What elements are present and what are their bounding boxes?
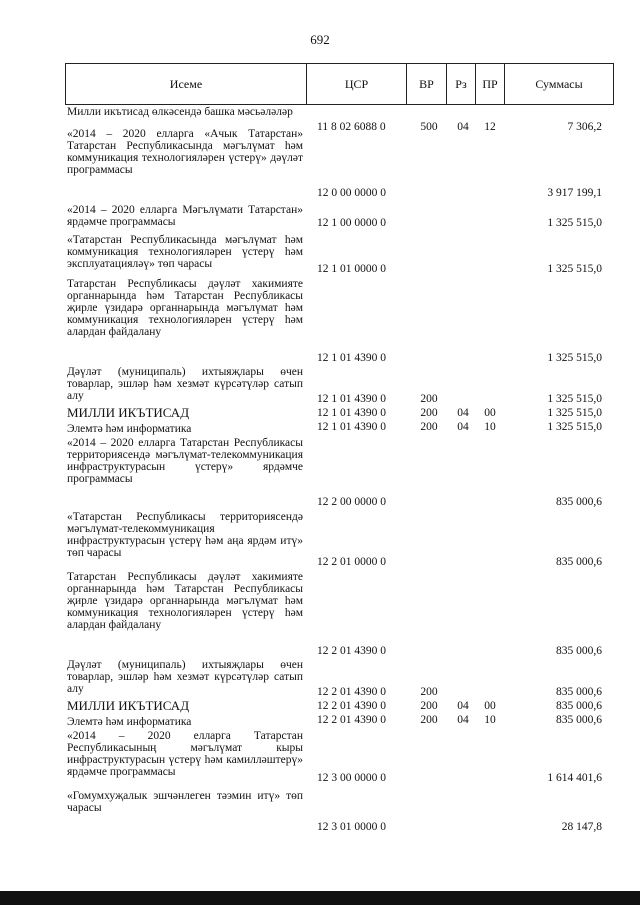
csr-code: 12 1 01 4390 0 — [317, 407, 386, 419]
rz-code: 04 — [457, 714, 469, 726]
csr-code: 12 2 00 0000 0 — [317, 496, 386, 508]
sum-value: 835 000,6 — [556, 496, 602, 508]
vr-code: 200 — [420, 700, 438, 712]
sum-value: 1 325 515,0 — [547, 393, 602, 405]
pr-code: 00 — [484, 700, 496, 712]
sum-value: 835 000,6 — [556, 700, 602, 712]
vr-code: 200 — [420, 407, 438, 419]
item-name: «2014 – 2020 елларга Мәгълүмати Татарстан» ярдәмче программасы — [67, 204, 303, 228]
csr-code: 12 2 01 4390 0 — [317, 700, 386, 712]
csr-code: 12 1 01 0000 0 — [317, 263, 386, 275]
sum-value: 3 917 199,1 — [547, 187, 602, 199]
scan-edge-bar — [0, 891, 640, 905]
sum-value: 1 325 515,0 — [547, 217, 602, 229]
csr-code: 12 2 01 4390 0 — [317, 645, 386, 657]
item-name: «2014 – 2020 елларга «Ачык Татарстан» Татарстан Республикасында мәгълүмат һәм коммуникация технологияләрен үстерү» дәүләт программасы — [67, 128, 303, 176]
sum-value: 1 325 515,0 — [547, 263, 602, 275]
sum-value: 1 325 515,0 — [547, 421, 602, 433]
csr-code: 12 0 00 0000 0 — [317, 187, 386, 199]
item-name: МИЛЛИ ИКЪТИСАД — [67, 405, 190, 420]
header-name: Исеме — [66, 64, 307, 105]
budget-table-header — [65, 63, 614, 105]
vr-code: 200 — [420, 714, 438, 726]
sum-value: 28 147,8 — [561, 821, 602, 833]
rz-code: 04 — [457, 407, 469, 419]
item-name: Дәүләт (муниципаль) ихтыяҗлары өчен товарлар, эшләр һәм хезмәт күрсәтүләр сатып алу — [67, 366, 303, 402]
csr-code: 12 1 01 4390 0 — [317, 393, 386, 405]
header-vr: ВР — [407, 64, 447, 105]
sum-value: 835 000,6 — [556, 645, 602, 657]
header-csr: ЦСР — [307, 64, 407, 105]
vr-code: 200 — [420, 393, 438, 405]
csr-code: 12 3 00 0000 0 — [317, 772, 386, 784]
csr-code: 12 1 01 4390 0 — [317, 421, 386, 433]
item-name: Элемтә һәм информатика — [67, 716, 192, 728]
sum-value: 1 614 401,6 — [547, 772, 602, 784]
sum-value: 1 325 515,0 — [547, 352, 602, 364]
budget-table-body — [0, 105, 640, 837]
csr-code: 12 3 01 0000 0 — [317, 821, 386, 833]
pr-code: 10 — [484, 714, 496, 726]
sum-value: 7 306,2 — [567, 121, 602, 133]
item-name: «Татарстан Республикасы территориясендә мәгълүмат-телекоммуникация инфраструктурасын үстерү һәм аңа ярдәм итү» төп чарасы — [67, 511, 303, 559]
item-name: Татарстан Республикасы дәүләт хакимияте органнарында һәм Татарстан Республикасы җирле үзидарә органнарында мәгълүмат һәм коммуникация технологияләрен үстерү һәм алардан файдалану — [67, 571, 303, 631]
pr-code: 10 — [484, 421, 496, 433]
csr-code: 11 8 02 6088 0 — [317, 121, 386, 133]
rz-code: 04 — [457, 700, 469, 712]
csr-code: 12 1 00 0000 0 — [317, 217, 386, 229]
item-name: «2014 – 2020 елларга Татарстан Республикасы территориясендә мәгълүмат-телекоммуникация инфраструктурасын үстерү» ярдәмче программасы — [67, 437, 303, 485]
header-pr: ПР — [476, 64, 505, 105]
sum-value: 835 000,6 — [556, 714, 602, 726]
page-number: 692 — [310, 32, 330, 47]
vr-code: 200 — [420, 421, 438, 433]
pr-code: 00 — [484, 407, 496, 419]
csr-code: 12 2 01 4390 0 — [317, 686, 386, 698]
csr-code: 12 2 01 0000 0 — [317, 556, 386, 568]
item-name: Дәүләт (муниципаль) ихтыяҗлары өчен товарлар, эшләр һәм хезмәт күрсәтүләр сатып алу — [67, 659, 303, 695]
header-rz: Рз — [447, 64, 476, 105]
item-name: Татарстан Республикасы дәүләт хакимияте органнарында һәм Татарстан Республикасы җирле үзидарә органнарында мәгълүмат һәм коммуникация технологияләрен үстерү һәм алардан файдалану — [67, 278, 303, 338]
csr-code: 12 2 01 4390 0 — [317, 714, 386, 726]
item-name: «2014 – 2020 елларга Татарстан Республикасының мәгълүмат кыры инфраструктурасын үстерү һәм камилләштерү» ярдәмче программасы — [67, 730, 303, 778]
rz-code: 04 — [457, 121, 469, 133]
sum-value: 835 000,6 — [556, 556, 602, 568]
csr-code: 12 1 01 4390 0 — [317, 352, 386, 364]
item-name: МИЛЛИ ИКЪТИСАД — [67, 698, 190, 713]
pr-code: 12 — [484, 121, 496, 133]
header-sum: Суммасы — [505, 64, 614, 105]
sum-value: 1 325 515,0 — [547, 407, 602, 419]
table-row — [0, 772, 640, 821]
item-name: «Татарстан Республикасында мәгълүмат һәм коммуникация технологияләрен үстерү һәм эксплуатацияләү» төп чарасы — [67, 234, 303, 270]
vr-code: 500 — [420, 121, 438, 133]
table-row — [0, 821, 640, 837]
item-name: «Гомумхуҗалык эшчәнлеген тәэмин итү» төп чарасы — [67, 790, 303, 814]
item-name: Милли икътисад өлкәсендә башка мәсьәләләр — [67, 106, 293, 118]
vr-code: 200 — [420, 686, 438, 698]
sum-value: 835 000,6 — [556, 686, 602, 698]
item-name: Элемтә һәм информатика — [67, 423, 192, 435]
rz-code: 04 — [457, 421, 469, 433]
